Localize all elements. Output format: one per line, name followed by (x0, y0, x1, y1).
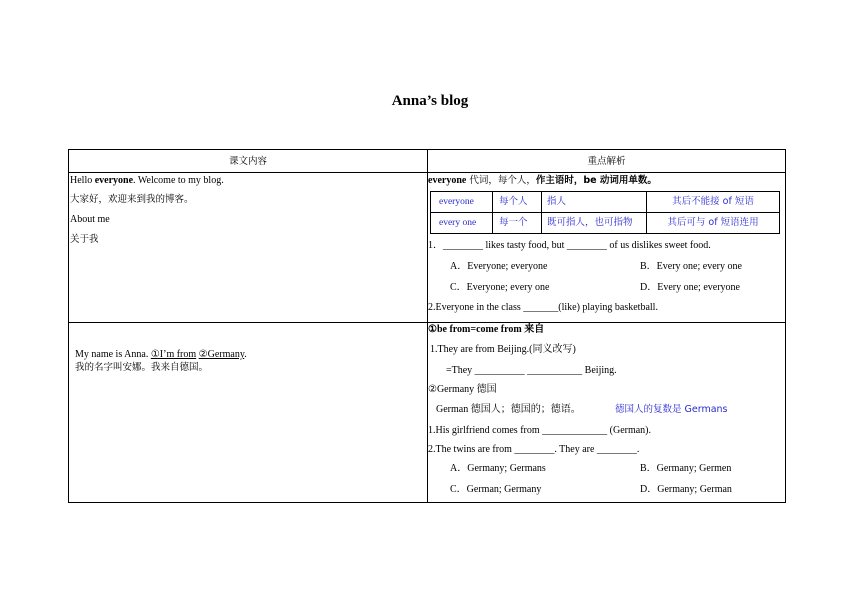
exercise-line: 1.His girlfriend comes from _____________ (German). (428, 425, 652, 436)
page-title: Anna’s blog (391, 93, 469, 109)
text-line: 关于我 (70, 234, 99, 245)
cell: 既可指人，也可指物 (547, 217, 633, 228)
option-c: C．German; Germany (450, 484, 542, 495)
notes-table (68, 149, 786, 503)
plural-note: 德国人的复数是 Germans (615, 404, 728, 415)
text-line: Hello everyone. Welcome to my blog. (70, 175, 224, 186)
question-2: 2.Everyone in the class _______(like) playing basketball. (428, 302, 658, 313)
header-divider (69, 172, 785, 173)
cell: 其后不能接 of 短语 (672, 196, 754, 207)
header-right: 重点解析 (587, 156, 626, 167)
option-d: D．Every one; everyone (640, 282, 740, 293)
option-c: C．Everyone; every one (450, 282, 550, 293)
cell: everyone (439, 197, 474, 207)
explanation-intro: everyone 代词，每个人，作主语时，be 动词用单数。 (428, 175, 657, 186)
option-b: B．Every one; every one (640, 261, 742, 272)
explanation-line: German 德国人；德国的；德语。 (436, 404, 581, 415)
exercise-line: =They __________ ___________ Beijing. (446, 365, 617, 376)
header-left: 课文内容 (228, 156, 267, 167)
exercise-line: 2.The twins are from ________. They are ________. (428, 444, 640, 455)
option-d: D．Germany; German (640, 484, 732, 495)
point-1: ①be from=come from 来自 (428, 324, 545, 335)
cell: 每个人 (499, 196, 528, 207)
row-divider (69, 322, 785, 323)
option-a: A．Germany; Germans (450, 463, 546, 474)
question-1: 1．________ likes tasty food, but ________ of us dislikes sweet food. (428, 240, 711, 251)
comparison-table (430, 191, 780, 234)
option-a: A．Everyone; everyone (450, 261, 548, 272)
text-line: About me (70, 214, 110, 225)
cell: 其后可与 of 短语连用 (667, 217, 759, 228)
cell: 指人 (547, 196, 567, 207)
text-line: 我的名字叫安娜。我来自德国。 (75, 362, 209, 373)
text-line: My name is Anna. ①I’m from ②Germany. (75, 349, 247, 360)
option-b: B．Germany; Germen (640, 463, 732, 474)
exercise-line: 1.They are from Beijing.(同义改写) (430, 344, 576, 355)
cell: 每一个 (499, 217, 528, 228)
cell: every one (439, 218, 477, 228)
text-line: 大家好，欢迎来到我的博客。 (70, 194, 194, 205)
point-2: ②Germany 德国 (428, 384, 497, 395)
